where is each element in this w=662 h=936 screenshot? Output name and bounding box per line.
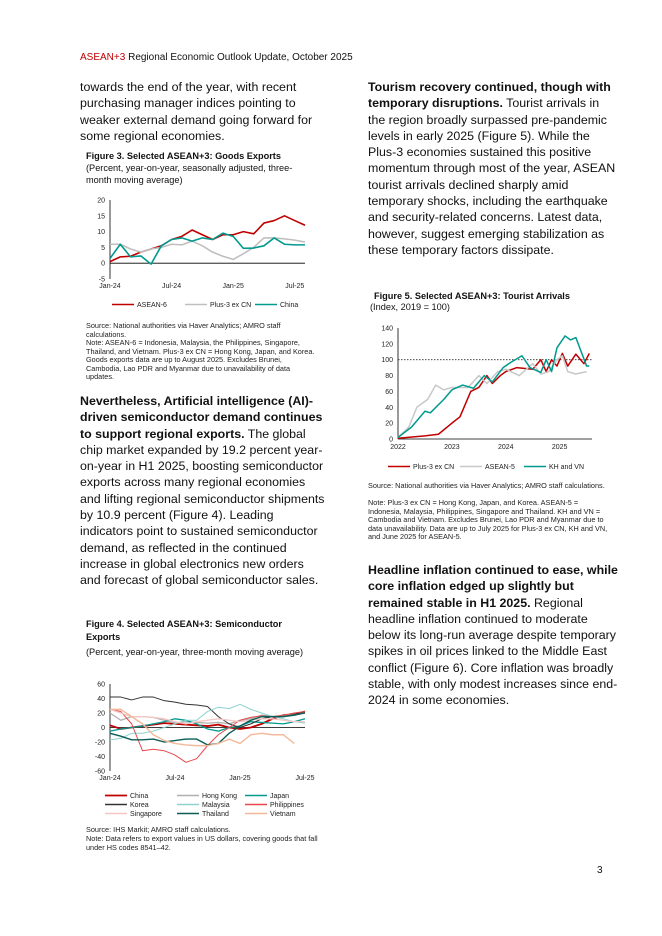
figure-4-title: Figure 4. Selected ASEAN+3: Semiconductor Exports bbox=[86, 619, 282, 642]
x-tick-label: 2024 bbox=[497, 444, 514, 451]
y-tick-label: 100 bbox=[381, 357, 393, 365]
legend-label: Philippines bbox=[270, 802, 304, 809]
series-line-kh-and-vn bbox=[398, 336, 589, 437]
y-tick-label: 40 bbox=[385, 404, 393, 412]
header-title: Regional Economic Outlook Update, October 2025 bbox=[125, 52, 353, 63]
right-paragraph-1-text: Tourist arrivals in the region broadly surpassed pre-pandemic levels in early 2025 (Figure 5). While the Plus-3 economies sustained this positive momentum through most of the year, ASEAN tourist arrivals declined sharply amid temporary shocks, including the earthquake and security-related concerns. Latest data, however, suggest emerging stabilization as these temporary factors dissipate. bbox=[368, 96, 616, 257]
y-tick-label: 20 bbox=[97, 710, 105, 718]
y-tick-label: 0 bbox=[101, 260, 105, 268]
y-tick-label: 5 bbox=[101, 244, 105, 252]
x-tick-label: Jul-24 bbox=[162, 283, 182, 290]
x-tick-label: Jan-24 bbox=[99, 283, 121, 290]
figure-5-source: Source: National authorities via Haver Analytics; AMRO staff calculations. bbox=[368, 481, 605, 490]
legend-label: Japan bbox=[270, 793, 290, 800]
legend-label: ASEAN-6 bbox=[137, 302, 167, 309]
header-brand: ASEAN+3 bbox=[80, 52, 126, 63]
page-number: 3 bbox=[597, 865, 603, 876]
x-tick-label: Jan-25 bbox=[222, 283, 244, 290]
right-paragraph-1-lead: Tourism recovery continued, though with temporary disruptions. bbox=[368, 80, 611, 111]
right-paragraph-2-lead: Headline inflation continued to ease, while core inflation edged up slightly but remained stable in H1 2025. bbox=[368, 563, 618, 610]
figure-4-subtitle: (Percent, year-on-year, three-month moving average) bbox=[86, 647, 304, 657]
y-tick-label: 60 bbox=[97, 681, 105, 689]
y-tick-label: -40 bbox=[94, 754, 105, 761]
series-line-plus-3-ex-cn bbox=[398, 353, 589, 438]
legend-label: Singapore bbox=[130, 811, 162, 818]
x-tick-label: 2023 bbox=[444, 444, 460, 451]
legend-label: KH and VN bbox=[549, 464, 585, 471]
x-tick-label: 2025 bbox=[551, 444, 568, 451]
y-tick-label: 80 bbox=[385, 373, 393, 381]
legend-label: Plus-3 ex CN bbox=[210, 302, 252, 309]
y-tick-label: 60 bbox=[385, 388, 393, 396]
figure-3-source: Source: National authorities via Haver Analytics; AMRO staff calculations. bbox=[86, 321, 281, 339]
legend-label: Hong Kong bbox=[202, 793, 238, 800]
series-line-asean-5 bbox=[398, 356, 587, 438]
y-tick-label: 40 bbox=[97, 696, 105, 703]
y-tick-label: 20 bbox=[385, 420, 393, 428]
figure-3-subtitle: (Percent, year-on-year, seasonally adjusted, three-month moving average) bbox=[86, 163, 293, 185]
y-tick-label: -20 bbox=[94, 739, 105, 747]
y-tick-label: 10 bbox=[97, 229, 105, 237]
x-tick-label: Jan-25 bbox=[229, 775, 251, 782]
y-tick-label: 120 bbox=[381, 341, 393, 349]
legend-label: ASEAN-5 bbox=[485, 464, 515, 471]
x-tick-label: Jan-24 bbox=[99, 775, 121, 782]
x-tick-label: Jul-25 bbox=[295, 775, 315, 782]
figure-5-subtitle: (Index, 2019 = 100) bbox=[370, 302, 450, 312]
y-tick-label: -5 bbox=[98, 276, 105, 284]
legend-label: Korea bbox=[130, 802, 149, 809]
figure-3-note: Note: ASEAN-6 = Indonesia, Malaysia, the Philippines, Singapore, Thailand, and Vietnam. Plus-3 ex CN = Hong Kong, Japan, and Korea. Goods exports data are up to August 2025. Excludes Brunei, Cambodia, Lao PDR and Myanmar due to unavailability of data updates. bbox=[86, 338, 315, 382]
y-tick-label: 20 bbox=[97, 197, 105, 205]
y-tick-label: 140 bbox=[381, 325, 393, 333]
right-paragraph-2 bbox=[368, 562, 620, 709]
y-tick-label: 15 bbox=[97, 213, 105, 221]
figure-5-note: Note: Plus-3 ex CN = Hong Kong, Japan, and Korea. ASEAN-5 = Indonesia, Malaysia, Philippines, Singapore and Thailand. KH and VN = Cambodia and Vietnam. Excludes Brunei, Lao PDR and Myanmar due to data unavailability. Data are up to July 2025 for Plus-3 ex CN, KH and VN, and June 2025 for ASEAN-5. bbox=[368, 498, 608, 542]
figure-4-note: Note: Data refers to export values in US dollars, covering goods that fall under HS codes 8541–42. bbox=[86, 834, 318, 852]
legend-label: Thailand bbox=[202, 811, 229, 818]
right-paragraph-1 bbox=[368, 79, 618, 258]
legend-label: Plus-3 ex CN bbox=[413, 464, 455, 471]
x-tick-label: Jul-24 bbox=[165, 775, 185, 782]
y-tick-label: -60 bbox=[94, 768, 105, 776]
figure-5-title: Figure 5. Selected ASEAN+3: Tourist Arrivals bbox=[374, 291, 570, 301]
legend-label: Vietnam bbox=[270, 811, 296, 818]
legend-label: China bbox=[280, 302, 299, 309]
figure-3-chart bbox=[80, 190, 320, 318]
x-tick-label: Jul-25 bbox=[285, 283, 305, 290]
x-tick-label: 2022 bbox=[390, 444, 406, 451]
y-tick-label: 0 bbox=[389, 436, 393, 444]
left-paragraph-1: towards the end of the year, with recent purchasing manager indices pointing to weaker external demand going forward for some regional economies. bbox=[80, 80, 313, 143]
running-header bbox=[80, 52, 353, 63]
figure-4-source: Source: IHS Markit; AMRO staff calculations. bbox=[86, 825, 231, 834]
figure-4-chart bbox=[80, 676, 320, 821]
left-paragraph-2-lead: Nevertheless, Artificial intelligence (AI)-driven semiconductor demand continues to support regional exports. bbox=[80, 394, 323, 441]
y-tick-label: 0 bbox=[101, 725, 105, 732]
figure-3-title: Figure 3. Selected ASEAN+3: Goods Exports bbox=[86, 151, 281, 161]
figure-5-chart bbox=[360, 322, 610, 474]
left-paragraph-2-text: The global chip market expanded by 19.2 percent year-on-year in H1 2025, boosting semiconductor exports across many regional economies and lifting regional semiconductor shipments by 10.9 percent (Figure 4). Leading indicators point to sustained semiconductor demand, as reflected in the continued increase in global electronics new orders and forecast of global semiconductor sales. bbox=[80, 426, 325, 588]
legend-label: Malaysia bbox=[202, 802, 230, 809]
legend-label: China bbox=[130, 793, 149, 800]
left-paragraph-2 bbox=[80, 393, 325, 589]
right-paragraph-2-text: Regional headline inflation continued to moderate below its long-run average despite temporary spikes in oil prices linked to the Middle East conflict (Figure 6). Core inflation was broadly stable, with only modest increases since end-2024 in some economies. bbox=[368, 595, 618, 708]
